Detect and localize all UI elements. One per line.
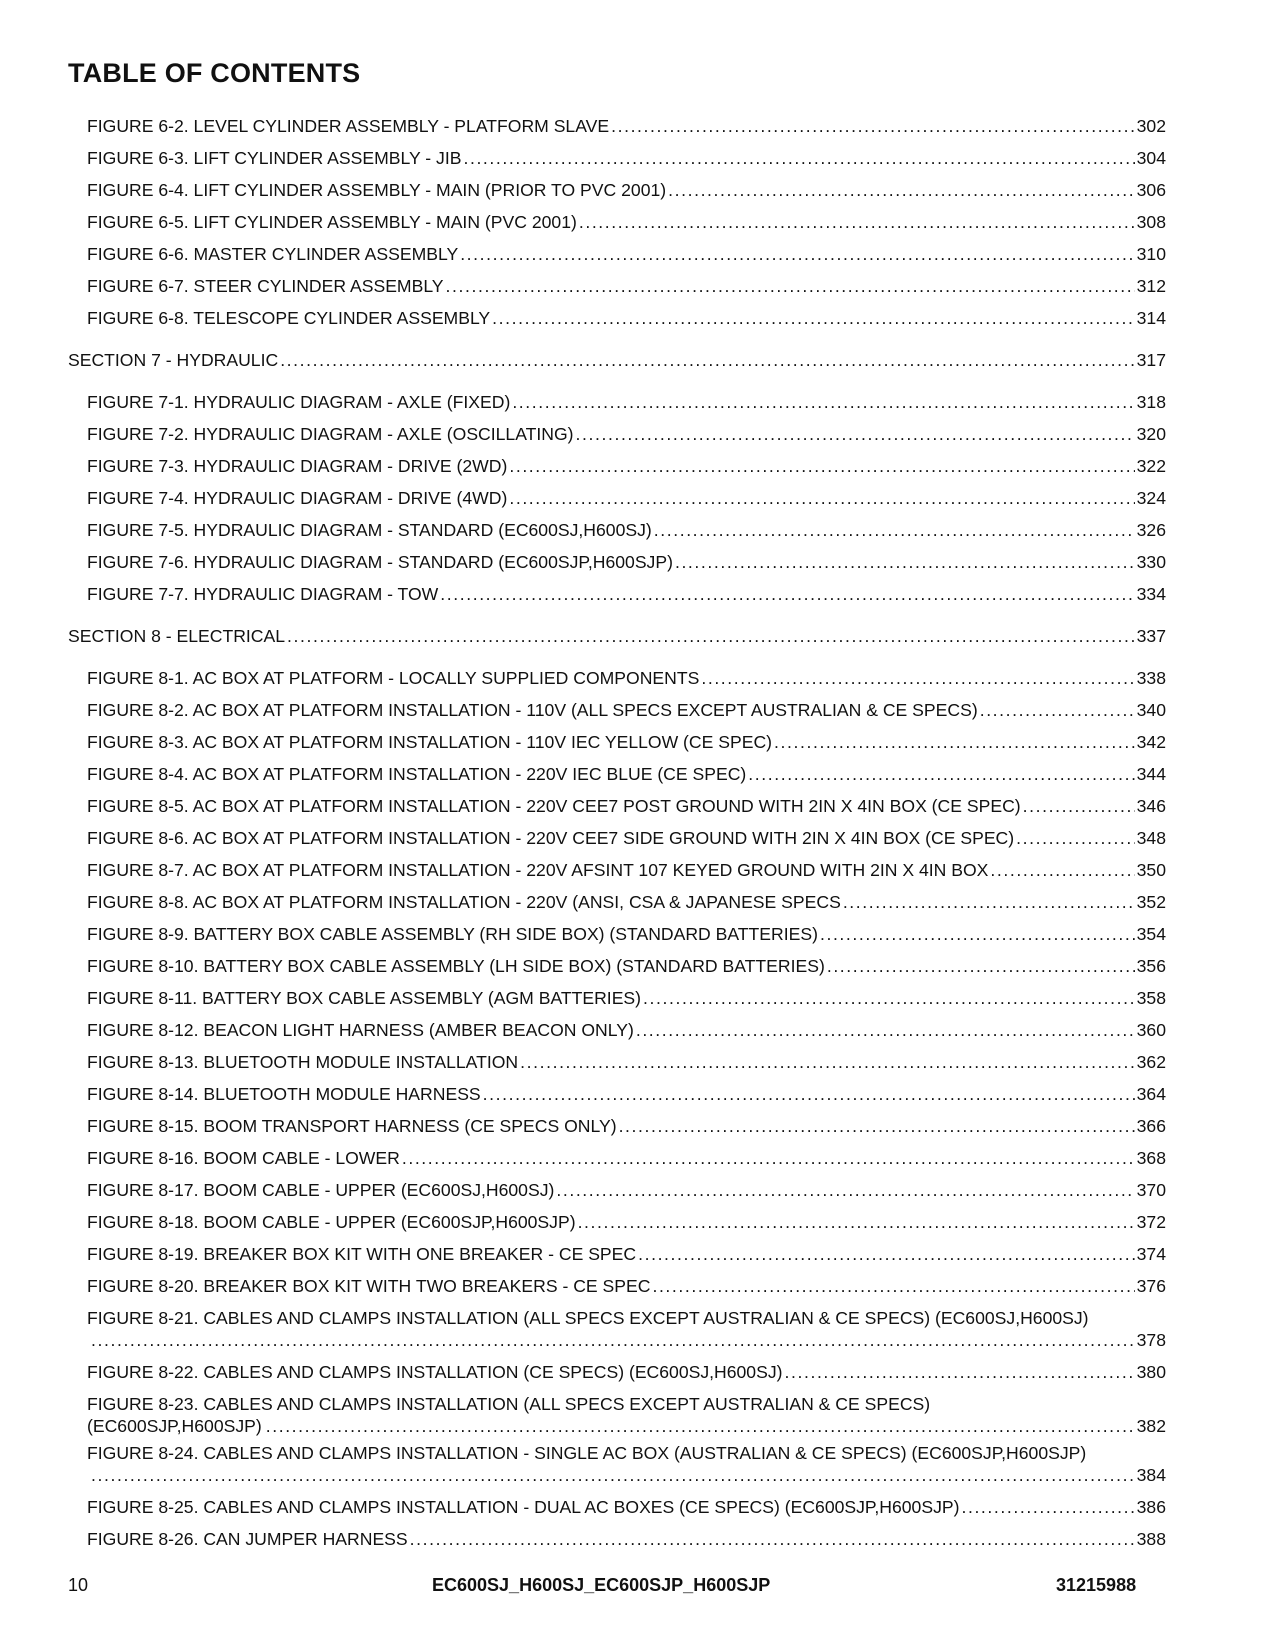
- toc-entry[interactable]: [68, 1523, 1166, 1555]
- dot-leader: [266, 1415, 1135, 1437]
- toc-entry-page: 326: [1136, 520, 1166, 540]
- toc-entry[interactable]: [68, 1174, 1166, 1206]
- toc-entry-title: FIGURE 6-3. LIFT CYLINDER ASSEMBLY - JIB: [87, 148, 462, 168]
- toc-entry-title: FIGURE 8-12. BEACON LIGHT HARNESS (AMBER BEACON ONLY): [87, 1020, 634, 1040]
- dot-leader: [578, 1206, 1135, 1238]
- toc-entry-title: FIGURE 8-3. AC BOX AT PLATFORM INSTALLATION - 110V IEC YELLOW (CE SPEC): [87, 732, 773, 752]
- toc-entry-title: FIGURE 8-6. AC BOX AT PLATFORM INSTALLATION - 220V CEE7 SIDE GROUND WITH 2IN X 4IN BOX (CE SPEC): [87, 828, 1015, 848]
- toc-entry[interactable]: [68, 1046, 1166, 1078]
- toc-entry-title: FIGURE 6-7. STEER CYLINDER ASSEMBLY: [87, 276, 444, 296]
- toc-entry-page: 306: [1136, 180, 1166, 200]
- toc-entry-title: FIGURE 7-2. HYDRAULIC DIAGRAM - AXLE (OSCILLATING): [87, 424, 574, 444]
- dot-leader: [820, 918, 1135, 950]
- dot-leader: [509, 450, 1134, 482]
- toc-entry-title: FIGURE 8-19. BREAKER BOX KIT WITH ONE BREAKER - CE SPEC: [87, 1244, 637, 1264]
- toc-entry-page: 370: [1136, 1180, 1166, 1200]
- toc-entry-page: 386: [1136, 1497, 1166, 1517]
- toc-entry[interactable]: [68, 1356, 1166, 1388]
- dot-leader: [961, 1491, 1134, 1523]
- toc-entry-title: FIGURE 8-14. BLUETOOTH MODULE HARNESS: [87, 1084, 481, 1104]
- footer-page-number: 10: [68, 1575, 89, 1595]
- toc-entry-page: 342: [1136, 732, 1166, 752]
- dot-leader: [492, 302, 1134, 334]
- toc-entry-title: FIGURE 8-21. CABLES AND CLAMPS INSTALLATION (ALL SPECS EXCEPT AUSTRALIAN & CE SPECS) (EC600SJ,H600SJ): [87, 1308, 1089, 1328]
- toc-entry-title: FIGURE 6-5. LIFT CYLINDER ASSEMBLY - MAIN (PVC 2001): [87, 212, 577, 232]
- toc-entry[interactable]: [68, 950, 1166, 982]
- dot-leader: [463, 142, 1134, 174]
- dot-leader: [843, 886, 1135, 918]
- dot-leader: [774, 726, 1135, 758]
- dot-leader: [1016, 822, 1135, 854]
- dot-leader: [483, 1078, 1135, 1110]
- dot-leader: [280, 344, 1134, 376]
- toc-entry-title: FIGURE 8-26. CAN JUMPER HARNESS: [87, 1529, 408, 1549]
- toc-entry-page: 314: [1136, 308, 1166, 328]
- toc-entry-page: 374: [1136, 1244, 1166, 1264]
- toc-entry-page: 372: [1136, 1212, 1166, 1232]
- toc-entry-title: FIGURE 8-4. AC BOX AT PLATFORM INSTALLATION - 220V IEC BLUE (CE SPEC): [87, 764, 747, 784]
- toc-entry-title: FIGURE 8-16. BOOM CABLE - LOWER: [87, 1148, 400, 1168]
- toc-section-entry[interactable]: [68, 344, 1166, 376]
- toc-entry[interactable]: [68, 546, 1166, 578]
- toc-entry-page: 382: [1136, 1416, 1166, 1436]
- dot-leader: [576, 418, 1135, 450]
- toc-entry-page: 360: [1136, 1020, 1166, 1040]
- toc-entry-title: FIGURE 8-2. AC BOX AT PLATFORM INSTALLATION - 110V (ALL SPECS EXCEPT AUSTRALIAN & CE SPECS): [87, 700, 978, 720]
- dot-leader: [668, 174, 1135, 206]
- dot-leader: [980, 694, 1135, 726]
- toc-entry[interactable]: [68, 886, 1166, 918]
- toc-entry[interactable]: [68, 578, 1166, 610]
- toc-entry-page: 362: [1136, 1052, 1166, 1072]
- toc-entry[interactable]: [68, 1206, 1166, 1238]
- toc-entry[interactable]: [68, 854, 1166, 886]
- dot-leader: [512, 386, 1134, 418]
- dot-leader: [748, 758, 1134, 790]
- footer-doc-number: 31215988: [1056, 1575, 1137, 1595]
- toc-entry-title: SECTION 8 - ELECTRICAL: [68, 626, 286, 646]
- toc-entry[interactable]: [68, 386, 1166, 418]
- toc-entry[interactable]: [68, 1110, 1166, 1142]
- toc-entry[interactable]: [68, 1238, 1166, 1270]
- toc-entry-page: 366: [1136, 1116, 1166, 1136]
- dot-leader: [827, 950, 1135, 982]
- toc-entry[interactable]: [68, 1078, 1166, 1110]
- toc-entry-page: 348: [1136, 828, 1166, 848]
- dot-leader: [654, 514, 1135, 546]
- toc-entry-title: FIGURE 6-4. LIFT CYLINDER ASSEMBLY - MAIN (PRIOR TO PVC 2001): [87, 180, 667, 200]
- toc-entry[interactable]: [68, 1014, 1166, 1046]
- dot-leader: [520, 1046, 1135, 1078]
- toc-entry-page: 388: [1136, 1529, 1166, 1549]
- dot-leader: [509, 482, 1134, 514]
- toc-entry[interactable]: [68, 758, 1166, 790]
- toc-entry-page: 364: [1136, 1084, 1166, 1104]
- toc-entry-title-cont: (EC600SJP,H600SJP): [87, 1416, 262, 1436]
- dot-leader: [638, 1238, 1135, 1270]
- toc-entry[interactable]: [68, 1142, 1166, 1174]
- toc-entry[interactable]: [68, 1270, 1166, 1302]
- toc-entry-title: FIGURE 7-4. HYDRAULIC DIAGRAM - DRIVE (4WD): [87, 488, 508, 508]
- toc-entry-title: FIGURE 8-20. BREAKER BOX KIT WITH TWO BREAKERS - CE SPEC: [87, 1276, 651, 1296]
- dot-leader: [1023, 790, 1135, 822]
- dot-leader: [675, 546, 1135, 578]
- toc-entry-page: 378: [1136, 1330, 1166, 1350]
- toc-entry-page: 358: [1136, 988, 1166, 1008]
- toc-entry-title: FIGURE 8-24. CABLES AND CLAMPS INSTALLATION - SINGLE AC BOX (AUSTRALIAN & CE SPECS) (EC600SJP,H600SJP): [87, 1443, 1087, 1463]
- dot-leader: [91, 1329, 1135, 1351]
- toc-entry-page: 354: [1136, 924, 1166, 944]
- toc-entry[interactable]: [68, 1307, 1166, 1351]
- toc-entry[interactable]: [68, 238, 1166, 270]
- toc-entry[interactable]: [68, 514, 1166, 546]
- toc-entry[interactable]: [68, 982, 1166, 1014]
- dot-leader: [701, 662, 1134, 694]
- toc-entry-title: FIGURE 8-13. BLUETOOTH MODULE INSTALLATION: [87, 1052, 519, 1072]
- dot-leader: [402, 1142, 1135, 1174]
- toc-entry-page: 312: [1136, 276, 1166, 296]
- toc-entry-page: 384: [1136, 1465, 1166, 1485]
- toc-entry[interactable]: [68, 142, 1166, 174]
- toc-entry-title: FIGURE 6-8. TELESCOPE CYLINDER ASSEMBLY: [87, 308, 491, 328]
- toc-entry-title: FIGURE 8-7. AC BOX AT PLATFORM INSTALLATION - 220V AFSINT 107 KEYED GROUND WITH 2IN X 4IN BOX: [87, 860, 989, 880]
- toc-entry[interactable]: [68, 822, 1166, 854]
- footer-model: EC600SJ_H600SJ_EC600SJP_H600SJP: [432, 1575, 771, 1595]
- toc-entry[interactable]: [68, 174, 1166, 206]
- dot-leader: [611, 110, 1135, 142]
- toc-entry-title: FIGURE 8-17. BOOM CABLE - UPPER (EC600SJ,H600SJ): [87, 1180, 555, 1200]
- toc-entry-title: FIGURE 8-9. BATTERY BOX CABLE ASSEMBLY (RH SIDE BOX) (STANDARD BATTERIES): [87, 924, 818, 944]
- toc-entry-page: 368: [1136, 1148, 1166, 1168]
- toc-entry[interactable]: [68, 418, 1166, 450]
- toc-entry-page: 302: [1136, 116, 1166, 136]
- toc-entry[interactable]: [68, 694, 1166, 726]
- toc-entry-title: FIGURE 8-23. CABLES AND CLAMPS INSTALLATION (ALL SPECS EXCEPT AUSTRALIAN & CE SPECS): [87, 1394, 931, 1414]
- dot-leader: [460, 238, 1134, 270]
- dot-leader: [287, 620, 1135, 652]
- page-title: TABLE OF CONTENTS: [68, 58, 361, 88]
- toc-entry[interactable]: [68, 726, 1166, 758]
- toc-entry-title: FIGURE 6-6. MASTER CYLINDER ASSEMBLY: [87, 244, 459, 264]
- dot-leader: [990, 854, 1134, 886]
- toc-entry-title: FIGURE 8-25. CABLES AND CLAMPS INSTALLATION - DUAL AC BOXES (CE SPECS) (EC600SJP,H600SJP): [87, 1497, 960, 1517]
- toc-entry[interactable]: [68, 918, 1166, 950]
- toc-entry-title: FIGURE 6-2. LEVEL CYLINDER ASSEMBLY - PLATFORM SLAVE: [87, 116, 610, 136]
- toc-entry-page: 352: [1136, 892, 1166, 912]
- dot-leader: [785, 1356, 1135, 1388]
- toc-entry[interactable]: [68, 110, 1166, 142]
- dot-leader: [410, 1523, 1135, 1555]
- toc-entry-page: 330: [1136, 552, 1166, 572]
- toc-entry[interactable]: [68, 1442, 1166, 1486]
- dot-leader: [440, 578, 1134, 610]
- toc-entry-page: 308: [1136, 212, 1166, 232]
- toc-entry-title: FIGURE 7-6. HYDRAULIC DIAGRAM - STANDARD (EC600SJP,H600SJP): [87, 552, 673, 572]
- dot-leader: [556, 1174, 1134, 1206]
- toc-section-entry[interactable]: [68, 620, 1166, 652]
- toc-entry-title: FIGURE 8-15. BOOM TRANSPORT HARNESS (CE SPECS ONLY): [87, 1116, 617, 1136]
- toc-entry-page: 380: [1136, 1362, 1166, 1382]
- toc-entry[interactable]: [68, 790, 1166, 822]
- toc-entry[interactable]: [68, 302, 1166, 334]
- toc-entry[interactable]: [68, 206, 1166, 238]
- toc-entry-page: 376: [1136, 1276, 1166, 1296]
- dot-leader: [579, 206, 1135, 238]
- toc-entry[interactable]: [68, 450, 1166, 482]
- toc-entry-title: FIGURE 8-22. CABLES AND CLAMPS INSTALLATION (CE SPECS) (EC600SJ,H600SJ): [87, 1362, 783, 1382]
- toc-entry-page: 334: [1136, 584, 1166, 604]
- dot-leader: [643, 982, 1135, 1014]
- toc-entry-title: FIGURE 7-7. HYDRAULIC DIAGRAM - TOW: [87, 584, 439, 604]
- toc-entry-page: 350: [1136, 860, 1166, 880]
- toc-entry-title: FIGURE 8-10. BATTERY BOX CABLE ASSEMBLY (LH SIDE BOX) (STANDARD BATTERIES): [87, 956, 825, 976]
- toc-entry-page: 346: [1136, 796, 1166, 816]
- toc-entry[interactable]: [68, 1491, 1166, 1523]
- toc-entry-page: 338: [1136, 668, 1166, 688]
- dot-leader: [636, 1014, 1135, 1046]
- toc-entry-page: 304: [1136, 148, 1166, 168]
- toc-entry-title: FIGURE 8-5. AC BOX AT PLATFORM INSTALLATION - 220V CEE7 POST GROUND WITH 2IN X 4IN BOX (CE SPEC): [87, 796, 1021, 816]
- toc-entry-page: 356: [1136, 956, 1166, 976]
- toc-entry-page: 318: [1136, 392, 1166, 412]
- toc-entry-page: 340: [1136, 700, 1166, 720]
- toc-entry-title: FIGURE 7-5. HYDRAULIC DIAGRAM - STANDARD (EC600SJ,H600SJ): [87, 520, 652, 540]
- dot-leader: [619, 1110, 1135, 1142]
- dot-leader: [652, 1270, 1134, 1302]
- toc-entry[interactable]: [68, 662, 1166, 694]
- toc-entry[interactable]: [68, 270, 1166, 302]
- toc-entry[interactable]: [68, 482, 1166, 514]
- toc-entry[interactable]: [68, 1393, 1166, 1437]
- toc-entry-page: 322: [1136, 456, 1166, 476]
- toc-list: [68, 110, 1166, 1555]
- toc-entry-title: FIGURE 8-1. AC BOX AT PLATFORM - LOCALLY SUPPLIED COMPONENTS: [87, 668, 700, 688]
- toc-entry-title: FIGURE 7-3. HYDRAULIC DIAGRAM - DRIVE (2WD): [87, 456, 508, 476]
- page-footer: [0, 1575, 1275, 1599]
- toc-entry-page: 317: [1136, 350, 1166, 370]
- toc-entry-page: 320: [1136, 424, 1166, 444]
- toc-entry-page: 310: [1136, 244, 1166, 264]
- toc-entry-title: FIGURE 7-1. HYDRAULIC DIAGRAM - AXLE (FIXED): [87, 392, 511, 412]
- toc-entry-title: SECTION 7 - HYDRAULIC: [68, 350, 279, 370]
- toc-entry-title: FIGURE 8-8. AC BOX AT PLATFORM INSTALLATION - 220V (ANSI, CSA & JAPANESE SPECS: [87, 892, 841, 912]
- dot-leader: [446, 270, 1135, 302]
- toc-entry-page: 324: [1136, 488, 1166, 508]
- toc-entry-title: FIGURE 8-11. BATTERY BOX CABLE ASSEMBLY (AGM BATTERIES): [87, 988, 642, 1008]
- toc-entry-page: 337: [1136, 626, 1166, 646]
- toc-entry-title: FIGURE 8-18. BOOM CABLE - UPPER (EC600SJP,H600SJP): [87, 1212, 576, 1232]
- toc-entry-page: 344: [1136, 764, 1166, 784]
- dot-leader: [91, 1464, 1135, 1486]
